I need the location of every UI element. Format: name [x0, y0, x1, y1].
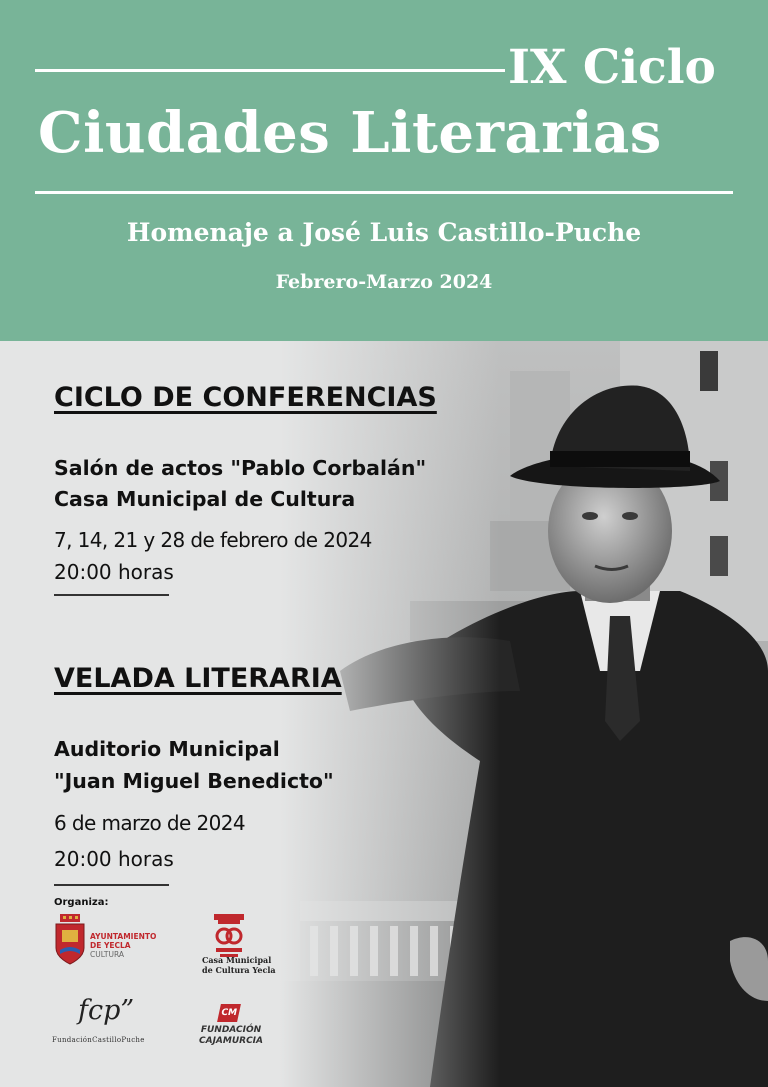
- velada-venue-name: "Juan Miguel Benedicto": [54, 769, 334, 793]
- header-rule-bottom: [35, 191, 733, 194]
- conferences-divider: [54, 594, 169, 596]
- conferences-heading: CICLO DE CONFERENCIAS: [54, 382, 437, 413]
- casa-municipal-logo-text: Casa Municipal de Cultura Yecla: [202, 955, 276, 975]
- conferences-time: 20:00 horas: [54, 560, 174, 584]
- velada-divider: [54, 884, 169, 886]
- header-rule-top: [35, 69, 505, 72]
- ayuntamiento-logo-text: AYUNTAMIENTO DE YECLA CULTURA: [90, 932, 157, 959]
- page-title: Ciudades Literarias: [38, 100, 662, 166]
- velada-venue-auditorium: Auditorio Municipal: [54, 737, 280, 761]
- event-period: Febrero-Marzo 2024: [275, 271, 493, 293]
- ayuntamiento-crest-icon: [54, 914, 86, 966]
- conferences-venue-building: Casa Municipal de Cultura: [54, 487, 356, 511]
- fcp-logo-mark: fcp”: [78, 995, 135, 1026]
- casa-municipal-logo-icon: [212, 912, 246, 958]
- conferences-venue-hall: Salón de actos "Pablo Corbalán": [54, 456, 427, 480]
- cycle-number: IX Ciclo: [508, 40, 716, 95]
- velada-date: 6 de marzo de 2024: [54, 811, 245, 835]
- cajamurcia-logo-icon: CM: [217, 1004, 241, 1022]
- tribute-subtitle: Homenaje a José Luis Castillo-Puche: [126, 218, 642, 247]
- cajamurcia-logo-text: FUNDACIÓN CAJAMURCIA: [199, 1025, 263, 1046]
- header-banner: [0, 0, 768, 341]
- velada-heading: VELADA LITERARIA: [54, 663, 342, 694]
- velada-time: 20:00 horas: [54, 847, 174, 871]
- organizers-label: Organiza:: [54, 897, 109, 908]
- conferences-dates: 7, 14, 21 y 28 de febrero de 2024: [54, 528, 372, 552]
- fcp-logo-name: FundaciónCastilloPuche: [52, 1036, 145, 1044]
